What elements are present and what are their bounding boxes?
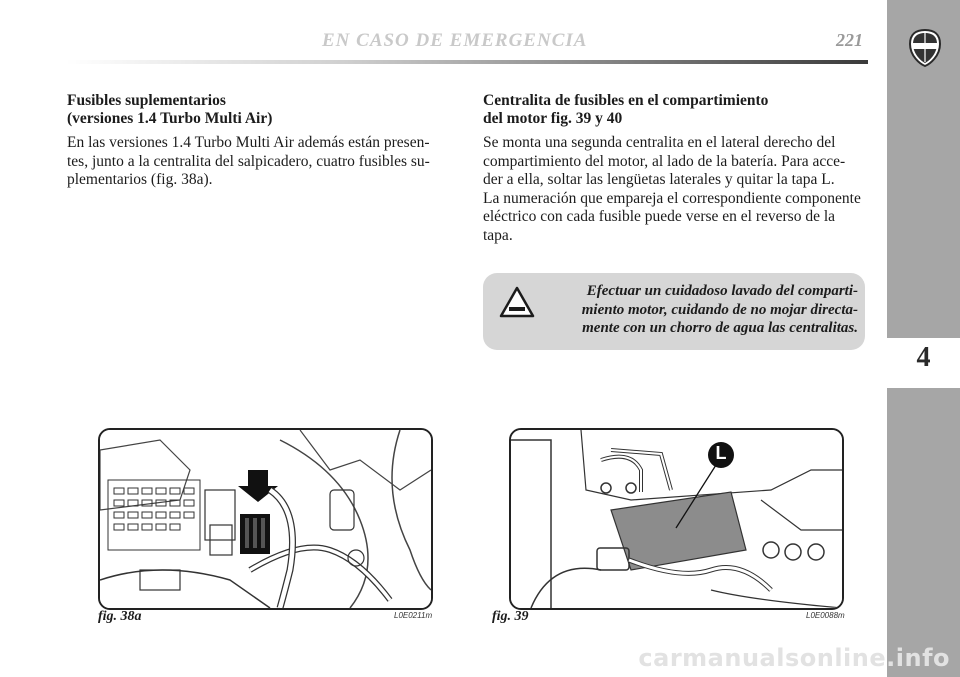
left-paragraph — [67, 134, 449, 190]
left-heading-line1: Fusibles suplementarios — [67, 92, 226, 109]
paragraph-line: La numeración que empareja el correspondiente componente — [483, 189, 861, 207]
warning-text — [540, 282, 858, 338]
figure-38a-illustration — [98, 428, 433, 610]
warning-line: miento motor, cuidando de no mojar directa- — [581, 301, 858, 318]
warning-line: mente con un chorro de agua las centralitas. — [582, 320, 858, 336]
figure-39-illustration — [509, 428, 844, 610]
figure-39-caption: fig. 39 — [492, 609, 529, 624]
engine-fuse-box-drawing — [511, 430, 842, 608]
figure-39-callout-label: L — [715, 443, 727, 463]
right-heading-line1: Centralita de fusibles en el compartimiento — [483, 92, 769, 109]
watermark: carmanualsonline.info — [638, 644, 950, 672]
paragraph-line: eléctrico con cada fusible puede verse en el reverso de la — [483, 208, 836, 225]
warning-triangle-icon — [499, 286, 535, 318]
chapter-number: 4 — [916, 342, 931, 373]
header-divider — [66, 60, 868, 64]
figure-39-code: L0E0088m — [806, 611, 845, 620]
paragraph-line: tes, junto a la centralita del salpicadero, cuatro fusibles su- — [67, 152, 430, 170]
paragraph-line: compartimiento del motor, al lado de la batería. Para acce- — [483, 152, 846, 170]
section-title: EN CASO DE EMERGENCIA — [322, 30, 588, 51]
right-paragraph — [483, 134, 867, 245]
lancia-logo-icon — [908, 28, 942, 68]
paragraph-line: Se monta una segunda centralita en el lateral derecho del — [483, 134, 836, 151]
fuse-panel-drawing — [100, 430, 431, 608]
page-number: 221 — [836, 30, 863, 50]
paragraph-line: der a ella, soltar las lengüetas laterales y quitar la tapa L. — [483, 171, 835, 188]
paragraph-line: En las versiones 1.4 Turbo Multi Air además están presen- — [67, 134, 430, 151]
paragraph-line: plementarios (fig. 38a). — [67, 171, 213, 188]
warning-line: Efectuar un cuidadoso lavado del comparti- — [586, 283, 858, 299]
figure-38a-code: L0E0211m — [394, 611, 433, 620]
figure-38a-caption: fig. 38a — [98, 609, 142, 624]
left-heading-line2: (versiones 1.4 Turbo Multi Air) — [67, 110, 273, 127]
paragraph-line: tapa. — [483, 226, 513, 244]
right-heading-line2: del motor fig. 39 y 40 — [483, 110, 623, 127]
